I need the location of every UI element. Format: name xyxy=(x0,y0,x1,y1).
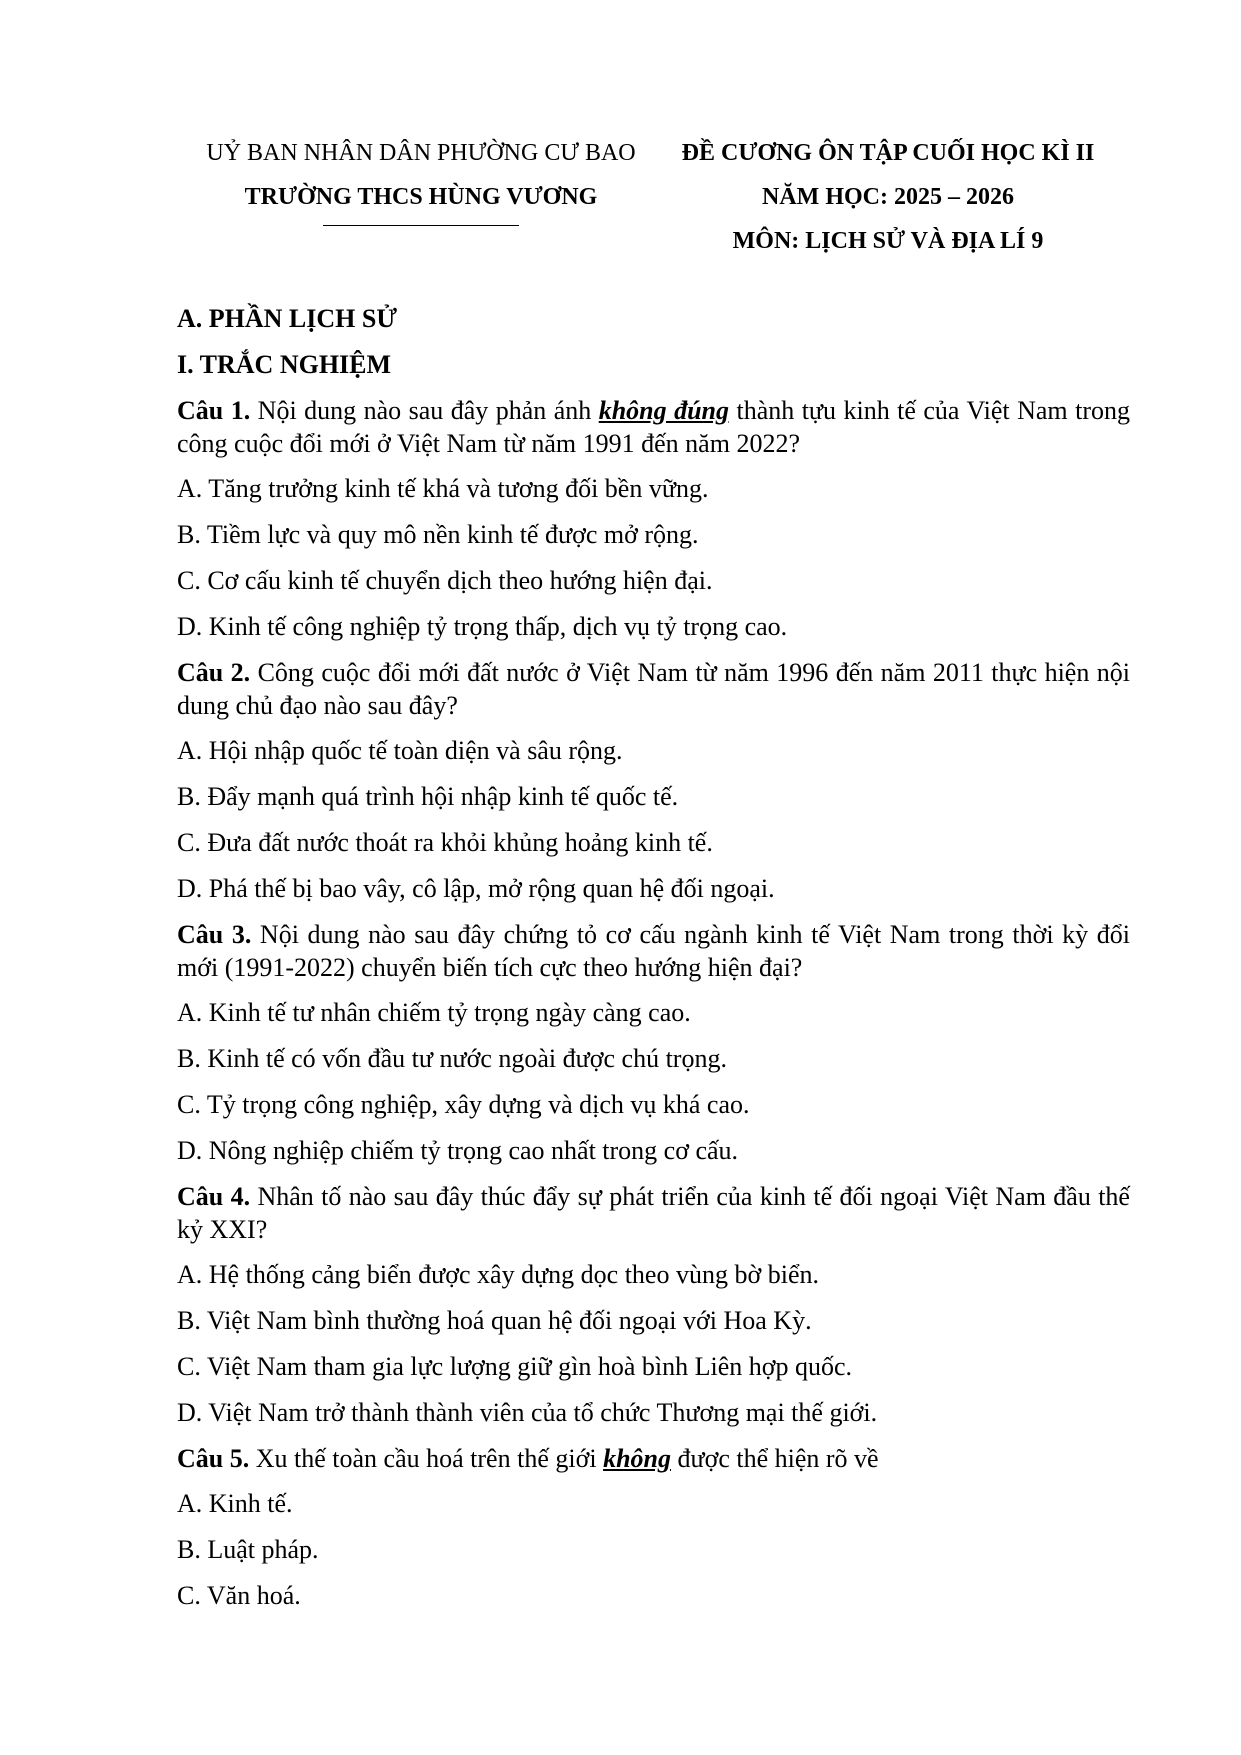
authority-name: UỶ BAN NHÂN DÂN PHƯỜNG CƯ BAO xyxy=(206,140,636,166)
question-label: Câu 5. xyxy=(177,1444,250,1473)
question-stem xyxy=(177,1442,1130,1475)
answer-option: C. Việt Nam tham gia lực lượng giữ gìn hoà bình Liên hợp quốc. xyxy=(177,1352,853,1381)
question-label: Câu 1. xyxy=(177,396,251,425)
school-name: TRƯỜNG THCS HÙNG VƯƠNG xyxy=(244,184,598,210)
document-body xyxy=(177,302,1130,1625)
question-text: Nhân tố nào sau đây thúc đẩy sự phát triển của kinh tế đối ngoại Việt Nam đầu thế kỷ XXI? xyxy=(177,1182,1130,1244)
question-label: Câu 2. xyxy=(177,658,251,687)
answer-option: A. Hội nhập quốc tế toàn diện và sâu rộng. xyxy=(177,736,623,765)
question-emphasis: không đúng xyxy=(598,396,730,425)
answer-option: C. Cơ cấu kinh tế chuyển dịch theo hướng hiện đại. xyxy=(177,566,713,595)
question-text: Xu thế toàn cầu hoá trên thế giới xyxy=(249,1444,604,1473)
answer-option: A. Kinh tế tư nhân chiếm tỷ trọng ngày càng cao. xyxy=(177,998,691,1027)
answer-option: B. Tiềm lực và quy mô nền kinh tế được mở rộng. xyxy=(177,520,699,549)
answer-option: A. Kinh tế. xyxy=(177,1489,293,1518)
school-year: NĂM HỌC: 2025 – 2026 xyxy=(762,184,1014,210)
answer-option: B. Luật pháp. xyxy=(177,1535,319,1564)
question-text-end: thành tựu kinh tế của Việt Nam trong công cuộc đổi mới ở Việt Nam từ năm 1991 đến năm 2022? xyxy=(177,396,1130,458)
answer-option: D. Phá thế bị bao vây, cô lập, mở rộng quan hệ đối ngoại. xyxy=(177,874,775,903)
answer-option: D. Việt Nam trở thành thành viên của tổ chức Thương mại thế giới. xyxy=(177,1398,878,1427)
answer-option: D. Nông nghiệp chiếm tỷ trọng cao nhất trong cơ cấu. xyxy=(177,1136,739,1165)
question-text: Nội dung nào sau đây chứng tỏ cơ cấu ngành kinh tế Việt Nam trong thời kỳ đổi mới (1991-2022) chuyển biến tích cực theo hướng hiện đại? xyxy=(177,920,1130,982)
question-stem xyxy=(177,394,1130,460)
document-title: ĐỀ CƯƠNG ÔN TẬP CUỐI HỌC KÌ II xyxy=(681,140,1095,166)
header-left xyxy=(186,131,656,226)
section-heading: I. TRẮC NGHIỆM xyxy=(177,350,392,379)
part-heading: A. PHẦN LỊCH SỬ xyxy=(177,304,398,333)
answer-option: A. Hệ thống cảng biển được xây dựng dọc theo vùng bờ biển. xyxy=(177,1260,819,1289)
answer-option: B. Kinh tế có vốn đầu tư nước ngoài được chú trọng. xyxy=(177,1044,727,1073)
question-text: Nội dung nào sau đây phản ánh xyxy=(250,396,599,425)
answer-option: B. Việt Nam bình thường hoá quan hệ đối ngoại với Hoa Kỳ. xyxy=(177,1306,812,1335)
answer-option: C. Văn hoá. xyxy=(177,1581,301,1610)
answer-option: D. Kinh tế công nghiệp tỷ trọng thấp, dịch vụ tỷ trọng cao. xyxy=(177,612,788,641)
answer-option: C. Đưa đất nước thoát ra khỏi khủng hoảng kinh tế. xyxy=(177,828,713,857)
question-stem xyxy=(177,656,1130,722)
question-text-end: được thể hiện rõ về xyxy=(670,1444,879,1473)
question-stem xyxy=(177,1180,1130,1246)
question-text: Công cuộc đổi mới đất nước ở Việt Nam từ năm 1996 đến năm 2011 thực hiện nội dung chủ đạo nào sau đây? xyxy=(177,658,1130,720)
question-label: Câu 4. xyxy=(177,1182,251,1211)
question-emphasis: không xyxy=(603,1444,671,1473)
answer-option: B. Đẩy mạnh quá trình hội nhập kinh tế quốc tế. xyxy=(177,782,679,811)
answer-option: A. Tăng trưởng kinh tế khá và tương đối bền vững. xyxy=(177,474,709,503)
header-underline xyxy=(323,225,519,226)
question-label: Câu 3. xyxy=(177,920,252,949)
header-right xyxy=(648,131,1128,263)
answer-option: C. Tỷ trọng công nghiệp, xây dựng và dịch vụ khá cao. xyxy=(177,1090,750,1119)
question-stem xyxy=(177,918,1130,984)
subject-name: MÔN: LỊCH SỬ VÀ ĐỊA LÍ 9 xyxy=(732,228,1044,254)
